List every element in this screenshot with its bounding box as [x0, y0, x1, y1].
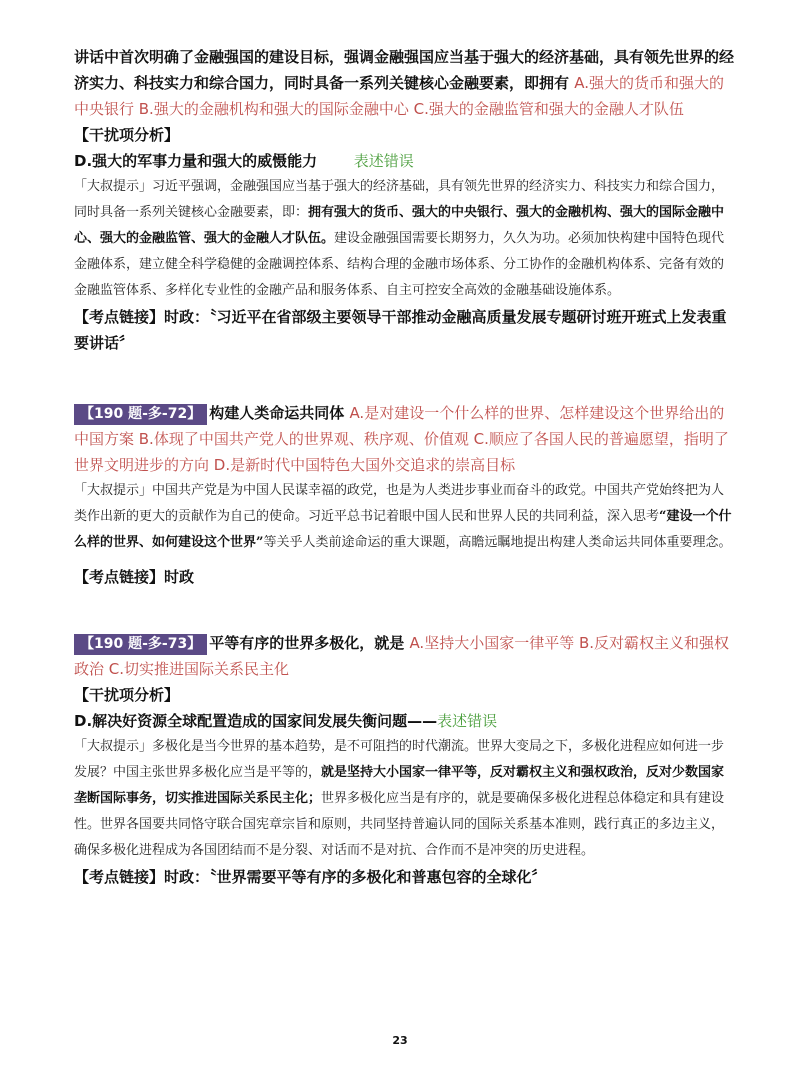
hint-text: 中国共产党是为中国人民谋幸福的政党，也是为人类进步事业而奋斗的政党。中国共产党始终把为人类作出新的更大的贡献作为自己的使命。习近平总书记着眼中国人民和世界人民的共同利益，深入思考: [74, 483, 725, 524]
hint-label: 「大叔提示」: [74, 179, 153, 194]
answer-options: A.是对建设一个什么样的世界、怎样建设这个世界给出的中国方案 B.体现了中国共产党人的世界观、秩序观、价值观 C.顺应了各国人民的普遍愿望，指明了世界文明进步的方向 D.是新时代中国特色大国外交追求的崇高目标: [74, 404, 729, 474]
section-question-73: [74, 630, 736, 890]
distractor-heading: 【干扰项分析】: [74, 686, 180, 704]
page-number: 23: [392, 1034, 408, 1047]
question-continuation: [74, 44, 736, 122]
hint-text-2: 建设金融强国需要长期努力，久久为功。必须加快构建中国特色现代金融体系，建立健全科学稳健的金融调控体系、结构合理的金融市场体系、分工协作的金融机构体系、完备有效的金融监管体系、多样化专业性的金融产品和服务体系、自主可控安全高效的金融基础设施体系。: [74, 231, 725, 298]
hint-text: 习近平强调，金融强国应当基于强大的经济基础，具有领先世界的经济实力、科技实力和综合国力，同时具备一系列关键核心金融要素，即：: [74, 179, 725, 220]
question-badge: 【190 题-多-73】: [74, 634, 207, 655]
distractor-option: D.解决好资源全球配置造成的国家间发展失衡问题——: [74, 712, 438, 730]
hint-paragraph: [74, 478, 736, 556]
question-line: [74, 630, 736, 682]
question-text: 构建人类命运共同体: [209, 404, 350, 422]
question-text: 讲话中首次明确了金融强国的建设目标，强调金融强国应当基于强大的经济基础，具有领先世界的经济实力、科技实力和综合国力，同时具备一系列关键核心金融要素，即拥有: [74, 48, 735, 92]
link-text: 时政：〝习近平在省部级主要领导干部推动金融高质量发展专题研讨班开班式上发表重要讲话〞: [74, 308, 727, 352]
hint-emphasis: “建设一个什么样的世界、如何建设这个世界”: [74, 509, 732, 550]
hint-label: 「大叔提示」: [74, 483, 153, 498]
section-question-72: [74, 400, 736, 590]
hint-text-2: 等关乎人类前途命运的重大课题，高瞻远瞩地提出构建人类命运共同体重要理念。: [263, 535, 732, 550]
question-text: 平等有序的世界多极化，就是: [209, 634, 410, 652]
hint-text: 多极化是当今世界的基本趋势，是不可阻挡的时代潮流。世界大变局之下，多极化进程应如何进一步发展？中国主张世界多极化应当是平等的，: [74, 739, 725, 780]
distractor-option: D.强大的军事力量和强大的威慑能力: [74, 152, 318, 170]
document-page: [74, 44, 736, 890]
hint-text-2: 世界多极化应当是有序的，就是要确保多极化进程总体稳定和具有建设性。世界各国要共同恪守联合国宪章宗旨和原则，共同坚持普遍认同的国际关系基本准则，践行真正的多边主义，确保多极化进程成为各国团结而不是分裂、对话而不是对抗、合作而不是冲突的历史进程。: [74, 791, 725, 858]
distractor-verdict: 表述错误: [437, 712, 498, 730]
section-financial-power: [74, 44, 736, 356]
hint-label: 「大叔提示」: [74, 739, 153, 754]
answer-options: A.强大的货币和强大的中央银行 B.强大的金融机构和强大的国际金融中心 C.强大的金融监管和强大的金融人才队伍: [74, 74, 725, 118]
link-line: [74, 864, 736, 890]
link-label: 【考点链接】: [74, 308, 165, 326]
hint-emphasis: 拥有强大的货币、强大的中央银行、强大的金融机构、强大的国际金融中心、强大的金融监管、强大的金融人才队伍。: [74, 205, 725, 246]
hint-emphasis: 就是坚持大小国家一律平等，反对霸权主义和强权政治，反对少数国家垄断国际事务，切实推进国际关系民主化；: [74, 765, 725, 806]
distractor-line: [74, 148, 736, 174]
link-label: 【考点链接】: [74, 568, 165, 586]
link-line: [74, 304, 736, 356]
hint-paragraph: [74, 174, 736, 304]
hint-paragraph: [74, 734, 736, 864]
question-badge: 【190 题-多-72】: [74, 404, 207, 425]
link-text: 时政：〝世界需要平等有序的多极化和普惠包容的全球化〞: [164, 868, 547, 886]
link-line: [74, 564, 736, 590]
distractor-verdict: 表述错误: [353, 152, 414, 170]
link-label: 【考点链接】: [74, 868, 165, 886]
distractor-line: [74, 708, 736, 734]
link-text: 时政: [164, 568, 195, 586]
distractor-heading: 【干扰项分析】: [74, 126, 180, 144]
question-line: [74, 400, 736, 478]
answer-options: A.坚持大小国家一律平等 B.反对霸权主义和强权政治 C.切实推进国际关系民主化: [74, 634, 730, 678]
